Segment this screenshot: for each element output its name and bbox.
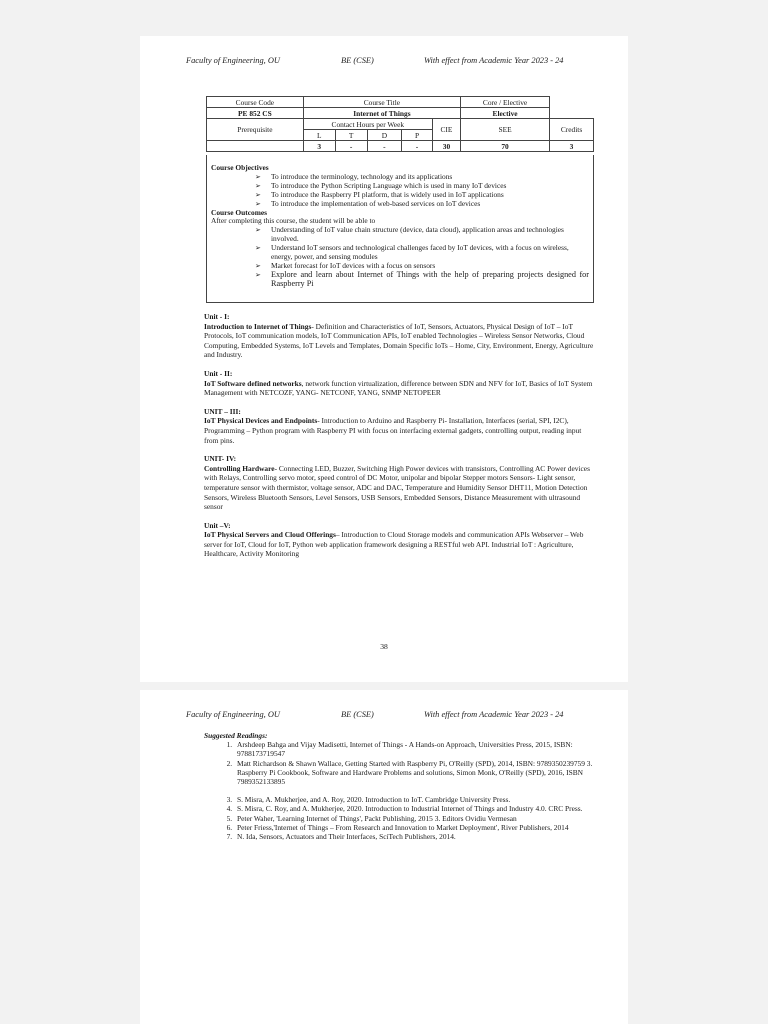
arrow-bullet-icon: ➢ — [255, 172, 261, 181]
course-title: Internet of Things — [303, 108, 460, 119]
syllabus-units — [204, 312, 596, 568]
readings-list — [204, 740, 596, 786]
unit-text: Introduction to Internet of Things- Definition and Characteristics of IoT, Sensors, Actuators, Physical Design of IoT – IoT Protocols, IoT communication models, IoT Communication APIs, IoT enabled Technologies – Wireless Sensor Networks, Cloud Computing, Embedded Systems, IoT Levels and Templates, Domain Specific IoTs – Home, City, Environment, Energy, Agriculture and Industry. — [204, 321, 594, 360]
course-code: PE 852 CS — [207, 108, 304, 119]
objectives-outcomes-box — [206, 155, 594, 303]
suggested-readings — [204, 731, 596, 841]
header-faculty: Faculty of Engineering, OU — [186, 710, 280, 719]
outcomes-intro: After completing this course, the student will be able to — [211, 216, 376, 226]
unit-text: Controlling Hardware- Connecting LED, Buzzer, Switching High Power devices with transistors, Controlling AC Power devices with Relays, Controlling servo motor, speed control of DC Motor, unipolar and bipolar Stepper motors Sensors- Light sensor, temperature sensor with thermistor, voltage sensor, ADC and DAC, Temperature and Humidity Sensor DHT11, Motion Detection Sensors, Wireless Bluetooth Sensors, Level Sensors, USB Sensors, Embedded Sensors, Distance Measurement with ultrasound sensor — [204, 463, 590, 512]
col-cie: CIE — [432, 119, 460, 141]
unit-3 — [204, 407, 596, 445]
arrow-bullet-icon: ➢ — [255, 244, 261, 253]
page-number: 38 — [380, 642, 388, 651]
arrow-bullet-icon: ➢ — [255, 199, 261, 208]
objective-item: ➢ To introduce the Raspberry PI platform, that is widely used in IoT applications — [255, 189, 504, 199]
th-course-code: Course Code — [207, 97, 304, 108]
objectives-title: Course Objectives — [211, 163, 269, 172]
unit-2 — [204, 369, 596, 398]
col-d: D — [367, 130, 402, 141]
th-course-title: Course Title — [303, 97, 460, 108]
reading-item: 7. N. Ida, Sensors, Actuators and Their Interfaces, SciTech Publishers, 2014. — [234, 832, 596, 841]
unit-5 — [204, 521, 596, 559]
col-see: SEE — [461, 119, 550, 141]
objective-item: ➢ To introduce the implementation of web-based services on IoT devices — [255, 198, 481, 208]
arrow-bullet-icon: ➢ — [255, 270, 261, 279]
prerequisite-value — [207, 141, 304, 152]
col-credits: Credits — [550, 119, 594, 141]
header-program: BE (CSE) — [341, 710, 374, 719]
course-type: Elective — [461, 108, 550, 119]
header-effect: With effect from Academic Year 2023 - 24 — [424, 56, 564, 65]
unit-text: IoT Physical Servers and Cloud Offerings– Introduction to Cloud Storage models and communication APIs Webserver – Web server for IoT, Cloud for IoT, Python web application framework designing a RESTful web API. Industrial IoT : Agriculture, Healthcare, Activity Monitoring — [204, 530, 584, 559]
arrow-bullet-icon: ➢ — [255, 226, 261, 235]
unit-title: Unit - I: — [204, 312, 230, 321]
prerequisite-label: Prerequisite — [207, 119, 304, 141]
reading-item: 2. Matt Richardson & Shawn Wallace, Getting Started with Raspberry Pi, O'Reilly (SPD), 2014, ISBN: 9789350239759 3. Raspberry Pi Cookbook, Software and Hardware Problems and solutions, Simon Monk, O'Reilly (SPD), 2016, ISBN 7989352133895 — [234, 759, 596, 787]
outcomes-title: Course Outcomes — [211, 207, 268, 217]
outcome-item: ➢ Market forecast for IoT devices with a focus on sensors — [255, 260, 436, 270]
reading-item: 5. Peter Waher, 'Learning Internet of Things', Packt Publishing, 2015 3. Editors Ovidiu Vermesan — [234, 814, 596, 823]
th-core-elective: Core / Elective — [461, 97, 550, 108]
header-faculty: Faculty of Engineering, OU — [186, 56, 280, 65]
unit-title: Unit - II: — [204, 368, 233, 378]
objective-item: ➢ To introduce the Python Scripting Language which is used in many IoT devices — [255, 180, 507, 190]
outcome-item: ➢ Understand IoT sensors and technological challenges faced by IoT devices, with a focus on wireless, energy, power, and sensing modules — [255, 243, 569, 262]
unit-1 — [204, 312, 596, 360]
unit-4 — [204, 454, 596, 512]
unit-title: Unit –V: — [204, 520, 231, 530]
value-d: - — [367, 141, 402, 152]
outcome-item: ➢ Understanding of IoT value chain structure (device, data cloud), application areas and technologies involved. — [255, 225, 564, 244]
objective-item: ➢ To introduce the terminology, technology and its applications — [255, 171, 453, 181]
reading-item: 3. S. Misra, A. Mukherjee, and A. Roy, 2020. Introduction to IoT. Cambridge University Press. — [234, 795, 596, 804]
col-l: L — [303, 130, 335, 141]
outcome-item: ➢ Explore and learn about Internet of Things with the help of preparing projects designed for Raspberry Pi — [255, 269, 589, 288]
value-p: - — [402, 141, 433, 152]
reading-item: 4. S. Misra, C. Roy, and A. Mukherjee, 2020. Introduction to Industrial Internet of Things and Industry 4.0. CRC Press. — [234, 804, 596, 813]
value-see: 70 — [461, 141, 550, 152]
arrow-bullet-icon: ➢ — [255, 190, 261, 199]
header-effect: With effect from Academic Year 2023 - 24 — [424, 710, 564, 719]
document-page-1 — [140, 36, 628, 682]
value-t: - — [335, 141, 367, 152]
unit-title: UNIT – III: — [204, 406, 241, 416]
reading-item: 6. Peter Friess,'Internet of Things – From Research and Innovation to Market Deployment', River Publishers, 2014 — [234, 823, 596, 832]
unit-text: IoT Physical Devices and Endpoints- Introduction to Arduino and Raspberry Pi- Installation, Interfaces (serial, SPI, I2C), Programming – Python program with Raspberry PI with focus on interfacing external gadgets, controlling output, reading input from pins. — [204, 416, 582, 445]
readings-title: Suggested Readings: — [204, 731, 268, 740]
value-l: 3 — [303, 141, 335, 152]
value-credits: 3 — [550, 141, 594, 152]
col-t: T — [335, 130, 367, 141]
course-table — [206, 96, 594, 152]
unit-text: IoT Software defined networks, network function virtualization, difference between SDN and NFV for IoT, Basics of IoT System Management with NETCOZF, YANG- NETCONF, YANG, SNMP NETOPEER — [204, 378, 593, 398]
header-program: BE (CSE) — [341, 56, 374, 65]
value-cie: 30 — [432, 141, 460, 152]
readings-list — [204, 795, 596, 841]
arrow-bullet-icon: ➢ — [255, 261, 261, 270]
document-page-2 — [140, 690, 628, 1024]
unit-title: UNIT- IV: — [204, 454, 237, 464]
contact-hours-label: Contact Hours per Week — [303, 119, 432, 130]
arrow-bullet-icon: ➢ — [255, 181, 261, 190]
col-p: P — [402, 130, 433, 141]
reading-item: 1. Arshdeep Bahga and Vijay Madisetti, Internet of Things - A Hands-on Approach, Universities Press, 2015, ISBN: 9788173719547 — [234, 740, 596, 758]
